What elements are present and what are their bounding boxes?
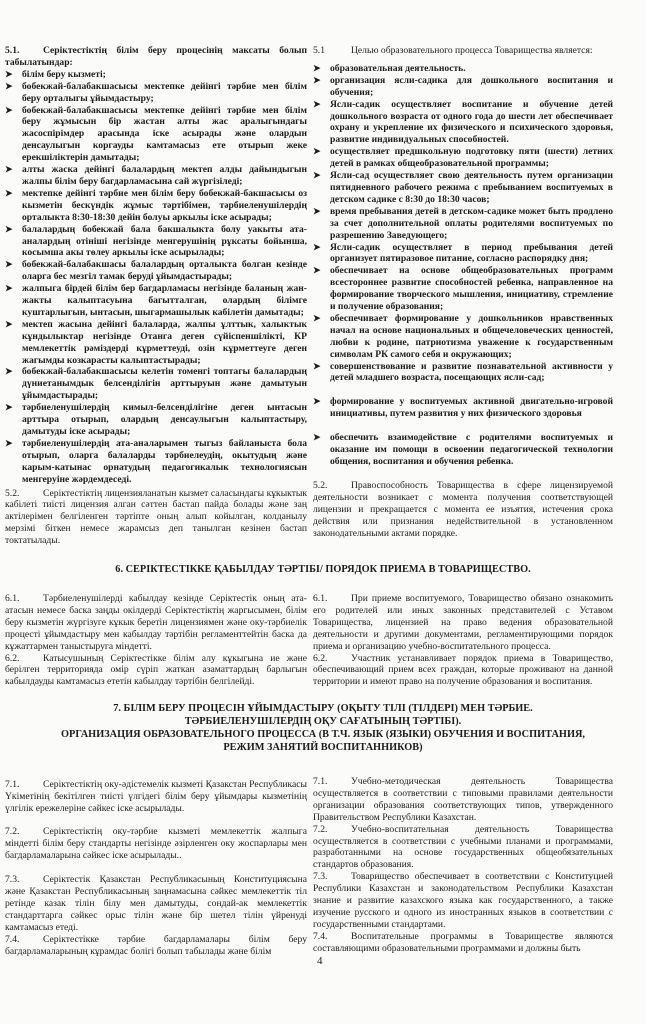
goal-list-item	[313, 75, 613, 99]
goal-text: обеспечить взаимодействие с родителями воспитуемых и оказание им помощи в освоении педагогической технологии общения, воспитания и обучения ребенка.	[330, 432, 613, 467]
arrow-bullet-icon: ➤	[313, 205, 321, 216]
clause-text: Учебно-воспитательная деятельность Товарищества осуществляется в соответствии с учебными планами и программами, разработанными на основе государственных общеобязательных стандартов образования.	[313, 823, 613, 871]
clause-text: Серіктестіктің оку-әдістемелік кызметі Қазакстан Республикасы Үкіметінің бекітілген тиісті үлгідегі білім беру ұйымдары кызметінің үлгілік ережелеріне сәйкес іске асырылады.	[5, 779, 307, 814]
clause-number: 5.1	[313, 45, 325, 56]
section7-heading	[0, 702, 646, 754]
arrow-bullet-icon: ➤	[313, 265, 321, 276]
clause-5-2-kk	[5, 488, 307, 548]
clause-text: Тәрбиеленушілерді кабылдау кезінде Серіктестік оның ата-атасын немесе баска заңды окілдерді Серіктестіктің жаргысымен, білім беру кызметін жүргізуге кұкык беретін лицензиямен және оку-тәрбиелік процесті ұйымдастыру мен кабылдау тәртібін регламенттейтін баска да кұжаттармен таныстыруга міндетті.	[5, 593, 307, 652]
goal-text: Ясли-садик осуществляет в период пребывания детей организует пятиразовое питание, согласно распорядку дня;	[330, 241, 613, 265]
clause-number: 5.2.	[313, 479, 328, 491]
goal-list-item	[5, 438, 307, 486]
clause-7-1-ru	[313, 776, 613, 824]
goal-list-item	[313, 432, 613, 468]
goal-list-item	[5, 283, 307, 319]
clause-text: Катысушының Серіктестікке білім алу кұкыгына ие және берілген территорияда омір сүріп жаткан азаматтардың барлыгын кабылдауды камтамасыз ететін кабылдау тәртібін белгілейді.	[5, 652, 307, 688]
section5-ru	[313, 45, 613, 539]
section6-heading: 6. СЕРІКТЕСТІККЕ ҚАБЫЛДАУ ТӘРТІБІ/ ПОРЯДОК ПРИЕМА В ТОВАРИЩЕСТВО.	[115, 564, 531, 575]
clause-number: 7.1.	[5, 779, 20, 790]
goal-list-item	[313, 361, 613, 385]
arrow-bullet-icon: ➤	[5, 187, 13, 198]
goal-list-item	[313, 63, 613, 75]
goal-text: совершенствование и развитие познавательной активности у детей младшего возраста, посещающих ясли-сад;	[330, 360, 613, 384]
goal-list-item	[5, 224, 307, 260]
clause-text: Серіктестіктің білім беру процесінің максаты болып табылатындар:	[5, 45, 307, 68]
arrow-bullet-icon: ➤	[313, 62, 321, 73]
arrow-bullet-icon: ➤	[5, 68, 13, 79]
clause-text: Серіктестікке тәрбие багдарламалары білім беру багдарламаларының кұрамдас болігі болып табылады және білім	[5, 933, 307, 957]
clause-7-4-kk	[5, 934, 307, 958]
goal-list-item	[313, 396, 613, 420]
section7-heading-line: РЕЖИМ ЗАНЯТИЙ ВОСПИТАННИКОВ)	[223, 742, 423, 753]
goal-text: мектепке дейінгі тәрбие мен білім беру бобекжай-бакшасысы оз кызметін бескүндік жұмыс тәртібімен, тәрбиеленушілердің орталыкта 8:30-18:30 дейін болуы аркылы іске асырады;	[22, 187, 307, 223]
goal-text: время пребывания детей в детском-садике может быть продлено за счет дополнительной оплаты родителями воспитуемых по разрешению Заведующего;	[330, 205, 613, 241]
section6-kk	[5, 593, 307, 688]
section6-ru	[313, 593, 613, 688]
arrow-bullet-icon: ➤	[5, 437, 13, 448]
clause-text: Товарищество обеспечивает в соответствии с Конституцией Республики Казахстан и законодательством Республики Казахстан знание и развитие казахского языка как государственного, а также изучение русского и одного из иностранных языков в соответствии с государственными стандартами.	[313, 871, 613, 930]
goal-list-item	[5, 402, 307, 438]
goal-text: организация ясли-садика для дошкольного воспитания и обучения;	[330, 74, 613, 98]
page-number: 4	[317, 955, 323, 967]
goal-text: тәрбиеленушілердің ата-аналарымен тыгыз байланыста бола отырып, оларга балаларды тәрбиелеудің, окытудың және карым-катынас орнатудың педагогикалык технологиясын менгеруіне жәрдемдеседі.	[22, 437, 307, 485]
clause-5-1-kk	[5, 45, 307, 69]
clause-5-2-ru	[313, 480, 613, 540]
clause-7-3-kk	[5, 874, 307, 934]
clause-7-4-ru	[313, 931, 613, 955]
goal-text: балалардың бобекжай бала бакшалыкта болу уакыты ата-аналардың отініші негізінде менгерушінің рұксаты бойынша, косымша акы төлеу аркылы іске асырылады;	[22, 223, 307, 259]
goal-text: мектеп жасына дейінгі балаларда, жалпы ұлттык, халыктык кұндылыктар негізінде Отанга деген сүйіспеншілікті, КР мемлекеттік рәміздерді кұрметтеуді, озін кұрметтеуге деген жагымды козкарасты калыптастырады;	[22, 318, 307, 366]
goal-text: бобекжай-балабакшасы балалардың орталыкта болган кезінде оларга бес мезгіл тамак беруді ұйымдастырады;	[22, 259, 307, 283]
goal-list-item	[5, 69, 307, 81]
goal-text: обеспечивает на основе общеобразовательных программ всестороннее развитие способностей ребенка, направленное на формирование творческого мышления, инициативу, стремление и получение образования;	[330, 265, 613, 313]
goal-text: жалпыга бірдей білім бер багдарламасы негізінде баланың жан-жакты калыптасуына багытталган, олардың білімге куштарлыгын, ынтасын, шыгармашылык кабілетін дамытады;	[22, 283, 307, 318]
section7-heading-line: ТӘРБИЕЛЕНУШІЛЕРДІҢ ОҚУ САҒАТЫНЫҢ ТӘРТІБІ).	[184, 716, 462, 727]
goal-list-item	[313, 242, 613, 266]
clause-number: 6.2.	[5, 652, 20, 664]
goal-text: образовательная деятельность.	[330, 62, 466, 74]
arrow-bullet-icon: ➤	[5, 223, 13, 234]
clause-number: 7.2.	[5, 825, 20, 837]
goal-list-item	[5, 259, 307, 283]
clause-number: 7.3.	[5, 874, 20, 886]
goal-text: Ясли-садик осуществляет воспитание и обучение детей дошкольного возраста от одного года до шести лет обеспечивает охрану и укрепление их физического и психического здоровья, развитие индивидуальных способностей.	[330, 98, 613, 146]
arrow-bullet-icon: ➤	[313, 146, 321, 157]
clause-number: 5.1.	[5, 45, 20, 56]
clause-6-2-kk	[5, 653, 307, 689]
clause-number: 7.1.	[313, 776, 328, 787]
clause-text: Правоспособность Товарищества в сфере лицензируемой деятельности возникает с момента получения соответствующей лицензии и прекращается с момента ее изъятия, истечения срока действия или признания недействительной в установленном законодательными актами порядке.	[313, 479, 613, 539]
goal-list-item	[313, 170, 613, 206]
clause-text: Серіктестіктің оку-тәрбие кызметі мемлекеттік жалпыга міндетті білім беру стандарты негізінде әзірленген оку жоспарлары мен багдарламаларына сәйкес іске асырылады..	[5, 825, 307, 861]
clause-text: Участник устанавливает порядок приема в Товарищество, обеспечивающий прием всех граждан, которые проживают на данной территории и имеют право на получение образования и воспитания.	[313, 652, 613, 688]
arrow-bullet-icon: ➤	[313, 170, 321, 181]
section7-heading-line: ОРГАНИЗАЦИЯ ОБРАЗОВАТЕЛЬНОГО ПРОЦЕССА (В Т.Ч. ЯЗЫК (ЯЗЫКИ) ОБУЧЕНИЯ И ВОСПИТАНИЯ,	[61, 729, 585, 740]
clause-text: Серіктестік Қазакстан Республикасының Конституциясына және Қазакстан Республикасының заңнамасына сәйкес мемлекеттік тіл ретінде казак тілін білу мен дамытуды, сондай-ак мемлекеттік стандарттарга сәйкес орыс тілін және бір шетел тілін үйренуді камтамасыз етеді.	[5, 874, 307, 934]
section7-heading-line: 7. БІЛІМ БЕРУ ПРОЦЕСІН ҰЙЫМДАСТЫРУ (ОҚЫТУ ТІЛІ (ТІЛДЕРІ) МЕН ТӘРБИЕ.	[113, 703, 533, 714]
arrow-bullet-icon: ➤	[5, 366, 13, 377]
clause-number: 6.2.	[313, 652, 328, 664]
goal-list-item	[313, 206, 613, 242]
arrow-bullet-icon: ➤	[5, 80, 13, 91]
goal-text: формирование у воспитуемых активной двигательно-игровой инициативы, путем развития у них физического здоровья	[330, 396, 613, 420]
goal-text: осуществляет предшкольную подготовку пяти (шести) летних детей в рамках общеобразовательной программы;	[330, 146, 613, 170]
goal-list-item	[313, 313, 613, 361]
arrow-bullet-icon: ➤	[313, 98, 321, 109]
clause-number: 6.1.	[313, 593, 328, 604]
goal-list-item	[5, 105, 307, 165]
goal-list-item	[5, 366, 307, 402]
clause-7-2-ru	[313, 824, 613, 872]
section7-kk	[5, 779, 307, 958]
clause-6-1-kk	[5, 593, 307, 653]
section7-ru	[313, 776, 613, 955]
arrow-bullet-icon: ➤	[5, 259, 13, 270]
arrow-bullet-icon: ➤	[5, 164, 13, 175]
arrow-bullet-icon: ➤	[5, 104, 13, 115]
clause-text: Воспитательные программы в Товариществе являются составляющими образовательными программами и должны быть	[313, 930, 613, 954]
clause-number: 7.4.	[5, 933, 20, 945]
goal-list-item	[313, 99, 613, 147]
arrow-bullet-icon: ➤	[313, 360, 321, 371]
goal-list-item	[5, 81, 307, 105]
clause-text: Целью образовательного процесса Товарищества является:	[351, 45, 593, 56]
goal-text: бобекжай-балабакшасысы мектепке дейінгі тәрбие мен білім беру жұмысын бір жастан алты жас аралыгындагы жасоспірімдер арасында іске асырады және олардын денсаулыгын коргауды камтамасыз ете отырып жеке ерекшіліктерін дамытады;	[22, 104, 307, 164]
arrow-bullet-icon: ➤	[313, 396, 321, 407]
clause-number: 6.1.	[5, 593, 20, 604]
goal-list-item	[313, 265, 613, 313]
clause-7-3-ru	[313, 871, 613, 931]
clause-number: 7.2.	[313, 823, 328, 835]
arrow-bullet-icon: ➤	[313, 74, 321, 85]
clause-text: Серіктестіктің лицензияланатын кызмет саласындагы кұкыктык кабілеті тиісті лицензия алган сәттен бастап пайда болады және заң актілерімен белгіленген тәртіпте оның алып койылган, колданылу мерзімі біткен немесе жарамсыз деп танылган кезінен бастап токтатылады.	[5, 487, 307, 547]
goal-text: білім беру кызметі;	[22, 68, 106, 80]
goal-list-item	[5, 164, 307, 188]
goal-text: бобекжай-балабакшасысы мектепке дейінгі тәрбие мен білім беру орталыгы ұйымдастыру;	[22, 80, 307, 104]
goal-text: тәрбиеленушілердің кимыл-белсенділігіне деген ынтасын арттыра отырып, олардың денсаулыгын калыптастыру, дамытуды іске асырады;	[22, 402, 307, 437]
clause-number: 5.2.	[5, 487, 20, 499]
arrow-bullet-icon: ➤	[5, 283, 13, 294]
goal-list-item	[5, 319, 307, 367]
goal-list-item	[313, 146, 613, 170]
arrow-bullet-icon: ➤	[5, 318, 13, 329]
goals-list-kk	[5, 69, 307, 486]
goal-list-item	[5, 188, 307, 224]
section5-kk	[5, 45, 307, 547]
goal-text: бобекжай-балабакшасысы келетін томенгі топтагы балалардың дүниетанымдык белсенділігін арттыруын және дамытуын ұйымдастырады;	[22, 366, 307, 402]
goals-list-ru	[313, 63, 613, 468]
arrow-bullet-icon: ➤	[313, 312, 321, 323]
clause-5-1-ru	[313, 45, 613, 57]
arrow-bullet-icon: ➤	[313, 241, 321, 252]
goal-text: алты жаска дейінгі балалардың мектеп алды дайындыгын жалпы білім беру багдарламасына сай жүргізіледі;	[22, 164, 307, 187]
clause-7-1-kk	[5, 779, 307, 815]
goal-text: Ясли-сад осуществляет свою деятельность путем организации пятидневного рабочего режима с пребыванием воспитуемых в детском садике с 8:30 до 18:30 часов;	[330, 170, 613, 205]
arrow-bullet-icon: ➤	[313, 432, 321, 443]
arrow-bullet-icon: ➤	[5, 402, 13, 413]
clause-6-2-ru	[313, 653, 613, 689]
clause-text: Учебно-методическая деятельность Товарищества осуществляется в соответствии с типовыми правилами деятельности организации образования соответствующих типов, утвержденного Правительством Республики Казахстан.	[313, 776, 613, 823]
clause-number: 7.4.	[313, 930, 328, 942]
goal-text: обеспечивает формирование у дошкольников нравственных начал на основе национальных и общечеловеческих ценностей, любви к родине, патриотизма уважение к государственным символам РК самого себя и окружающих;	[330, 312, 613, 360]
clause-number: 7.3.	[313, 871, 328, 883]
clause-6-1-ru	[313, 593, 613, 653]
clause-7-2-kk	[5, 826, 307, 862]
clause-text: При приеме воспитуемого, Товарищество обязано ознакомить его родителей или иных законных представителей с Уставом Товарищества, лицензией на право ведения образовательной деятельности и другими документами, регламентирующими порядок приема и организацию учебно-воспитательного процесса.	[313, 593, 613, 652]
